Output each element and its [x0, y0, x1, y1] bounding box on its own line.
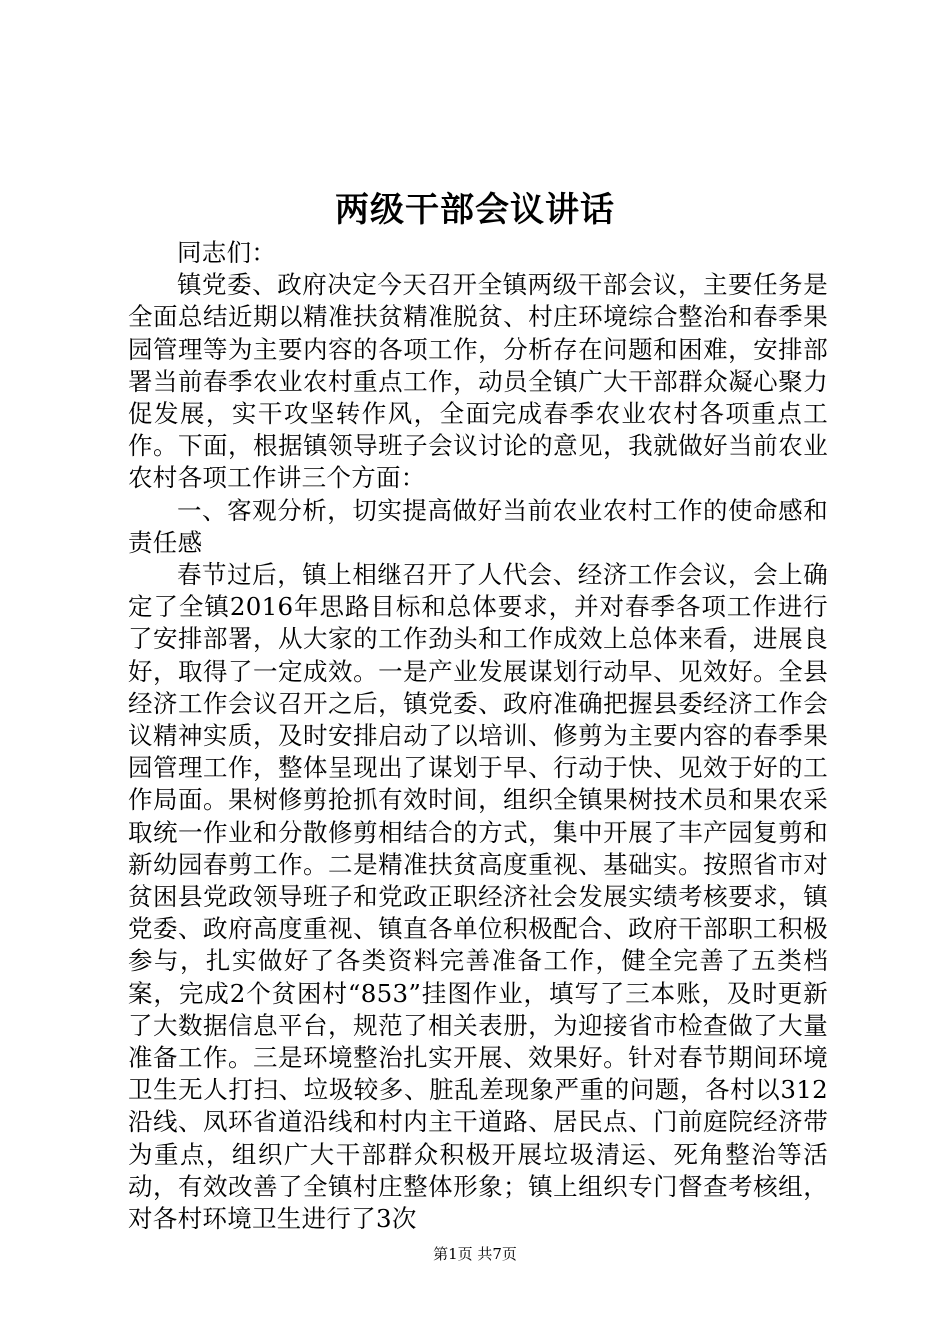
- document-body: [128, 237, 828, 1235]
- page-number-footer: 第1页 共7页: [433, 1245, 517, 1263]
- body-paragraph: 春节过后，镇上相继召开了人代会、经济工作会议，会上确定了全镇2016年思路目标和总体要求，并对春季各项工作进行了安排部署，从大家的工作劲头和工作成效上总体来看，进展良好，取得了一定成效。一是产业发展谋划行动早、见效好。全县经济工作会议召开之后，镇党委、政府准确把握县委经济工作会议精神实质，及时安排启动了以培训、修剪为主要内容的春季果园管理工作，整体呈现出了谋划于早、行动于快、见效于好的工作局面。果树修剪抢抓有效时间，组织全镇果树技术员和果农采取统一作业和分散修剪相结合的方式，集中开展了丰产园复剪和新幼园春剪工作。二是精准扶贫高度重视、基础实。按照省市对贫困县党政领导班子和党政正职经济社会发展实绩考核要求，镇党委、政府高度重视、镇直各单位积极配合、政府干部职工积极参与，扎实做好了各类资料完善准备工作，健全完善了五类档案，完成2个贫困村“853”挂图作业，填写了三本账，及时更新了大数据信息平台，规范了相关表册，为迎接省市检查做了大量准备工作。三是环境整治扎实开展、效果好。针对春节期间环境卫生无人打扫、垃圾较多、脏乱差现象严重的问题，各村以312沿线、凤环省道沿线和村内主干道路、居民点、门前庭院经济带为重点，组织广大干部群众积极开展垃圾清运、死角整治等活动，有效改善了全镇村庄整体形象；镇上组织专门督查考核组，对各村环境卫生进行了3次: [128, 560, 828, 1234]
- salutation: 同志们：: [177, 238, 277, 267]
- section-heading: 一、客观分析，切实提高做好当前农业农村工作的使命感和责任感: [128, 495, 828, 557]
- intro-paragraph: 镇党委、政府决定今天召开全镇两级干部会议，主要任务是全面总结近期以精准扶贫精准脱贫、村庄环境综合整治和春季果园管理等为主要内容的各项工作，分析存在问题和困难，安排部署当前春季农业农村重点工作，动员全镇广大干部群众凝心聚力促发展，实干攻坚转作风，全面完成春季农业农村各项重点工作。下面，根据镇领导班子会议讨论的意见，我就做好当前农业农村各项工作讲三个方面：: [128, 270, 828, 493]
- document-title: 两级干部会议讲话: [335, 190, 615, 230]
